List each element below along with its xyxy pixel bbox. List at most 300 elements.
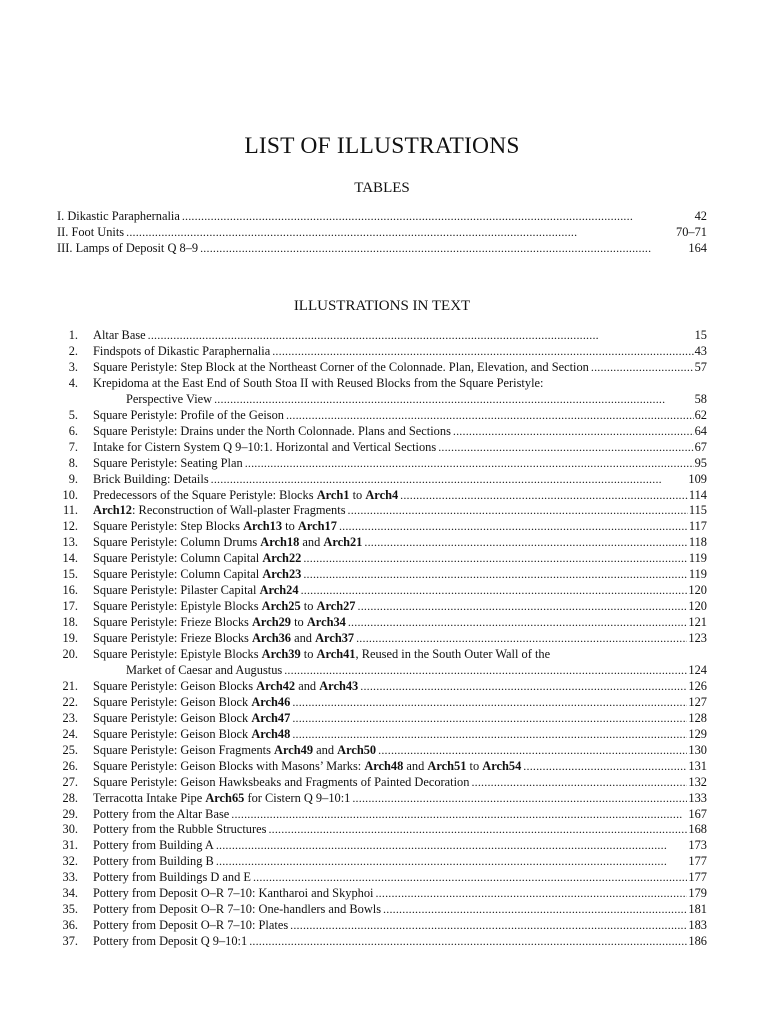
caption-text: and	[299, 535, 324, 549]
table-entry-label: II. Foot Units	[57, 225, 125, 239]
illustration-number: 17.	[62, 599, 78, 613]
dot-leader	[356, 630, 687, 646]
dot-leader	[438, 439, 693, 455]
illustration-number: 30.	[62, 822, 78, 836]
illustration-entry	[0, 550, 764, 566]
catalogue-number: Arch18	[260, 535, 300, 549]
illustration-entry-line	[93, 518, 707, 534]
dot-leader	[364, 534, 687, 550]
illustration-entry	[0, 806, 764, 822]
dot-leader	[200, 240, 687, 256]
illustration-number: 35.	[62, 902, 78, 916]
dot-leader	[216, 853, 688, 869]
caption-text: Square Peristyle: Geison Block	[93, 695, 252, 709]
dot-leader	[303, 566, 688, 582]
table-entry-line	[57, 208, 707, 224]
illustration-number: 8.	[68, 456, 78, 470]
illustration-page: 128	[688, 711, 707, 725]
illustration-entry-line	[93, 821, 707, 837]
catalogue-number: Arch47	[251, 711, 291, 725]
illustration-page: 173	[688, 838, 707, 852]
illustration-caption	[93, 646, 552, 662]
illustration-entry-line	[93, 630, 707, 646]
illustration-number: 11.	[62, 503, 78, 517]
caption-text: for Cistern Q 9–10:1	[244, 791, 351, 805]
illustration-page: 58	[694, 392, 707, 406]
illustration-caption	[93, 710, 292, 726]
dot-leader	[268, 821, 687, 837]
illustration-entry	[0, 471, 764, 487]
dot-leader	[216, 837, 688, 853]
caption-text: Pottery from Deposit Q 9–10:1	[93, 934, 248, 948]
page-title: LIST OF ILLUSTRATIONS	[244, 133, 520, 159]
caption-text: Pottery from Deposit O–R 7–10: Plates	[93, 918, 289, 932]
illustration-page: 123	[688, 631, 707, 645]
catalogue-number: Arch39	[261, 647, 301, 661]
illustration-page: 15	[694, 328, 707, 342]
illustration-caption	[126, 391, 214, 407]
illustration-entry-line	[93, 710, 707, 726]
catalogue-number: Arch12	[93, 503, 133, 517]
caption-text: and	[291, 631, 316, 645]
catalogue-number: Arch41	[316, 647, 356, 661]
dot-leader	[591, 359, 694, 375]
illustration-entry-line	[93, 869, 707, 885]
catalogue-number: Arch65	[205, 791, 245, 805]
illustration-entry-line	[93, 694, 707, 710]
catalogue-number: Arch51	[427, 759, 467, 773]
illustration-caption	[93, 837, 216, 853]
illustration-entry-line	[93, 614, 707, 630]
illustration-page: 183	[688, 918, 707, 932]
illustration-entry-line	[93, 726, 707, 742]
illustration-number: 16.	[62, 583, 78, 597]
caption-text: Square Peristyle: Geison Fragments	[93, 743, 275, 757]
caption-text: Square Peristyle: Frieze Blocks	[93, 615, 252, 629]
caption-text: Pottery from the Altar Base	[93, 807, 230, 821]
illustration-caption	[93, 534, 364, 550]
table-entry	[0, 240, 764, 256]
dot-leader	[303, 550, 688, 566]
dot-leader	[400, 487, 688, 503]
illustration-page: 115	[688, 503, 707, 517]
illustration-entry-line	[93, 837, 707, 853]
illustration-page: 127	[688, 695, 707, 709]
dot-leader	[249, 933, 687, 949]
dot-leader	[214, 391, 694, 407]
illustration-caption	[93, 821, 268, 837]
caption-text: Intake for Cistern System Q 9–10:1. Horizontal and Vertical Sections	[93, 440, 437, 454]
illustration-number: 12.	[62, 519, 78, 533]
illustration-entry-line	[93, 806, 707, 822]
illustration-entry	[0, 566, 764, 582]
catalogue-number: Arch25	[261, 599, 301, 613]
caption-text: and	[313, 743, 338, 757]
catalogue-number: Arch24	[259, 583, 299, 597]
illustration-entry-line	[126, 391, 707, 407]
caption-text: Pottery from Deposit O–R 7–10: One-handlers and Bowls	[93, 902, 382, 916]
illustration-entry-line	[93, 646, 707, 662]
illustration-entry-line	[93, 550, 707, 566]
dot-leader	[286, 407, 694, 423]
illustration-entry-line	[126, 662, 707, 678]
dot-leader	[383, 901, 687, 917]
illustration-number: 24.	[62, 727, 78, 741]
illustration-number: 5.	[68, 408, 78, 422]
illustration-entry	[0, 455, 764, 471]
caption-text: Square Peristyle: Epistyle Blocks	[93, 647, 262, 661]
dot-leader	[301, 582, 688, 598]
caption-text: Square Peristyle: Seating Plan	[93, 456, 243, 470]
illustration-page: 121	[688, 615, 707, 629]
table-entry-label: I. Dikastic Paraphernalia	[57, 209, 180, 223]
illustration-entry	[0, 582, 764, 598]
illustration-entry	[0, 407, 764, 423]
illustration-entry	[0, 837, 764, 853]
catalogue-number: Arch37	[315, 631, 355, 645]
illustration-caption	[93, 343, 272, 359]
caption-text: to	[466, 759, 483, 773]
caption-text: Square Peristyle: Geison Blocks	[93, 679, 257, 693]
illustration-entry	[0, 630, 764, 646]
illustration-number: 37.	[62, 934, 78, 948]
caption-text: Square Peristyle: Geison Block	[93, 711, 252, 725]
caption-text: Square Peristyle: Column Capital	[93, 551, 263, 565]
dot-leader	[292, 726, 687, 742]
caption-text: Square Peristyle: Column Drums	[93, 535, 261, 549]
illustration-number: 22.	[62, 695, 78, 709]
illustration-number: 3.	[68, 360, 78, 374]
illustration-page: 119	[688, 567, 707, 581]
catalogue-number: Arch23	[262, 567, 302, 581]
dot-leader	[523, 758, 687, 774]
illustration-page: 62	[694, 408, 707, 422]
illustrations-heading: ILLUSTRATIONS IN TEXT	[293, 298, 471, 314]
caption-text: Pottery from the Rubble Structures	[93, 822, 267, 836]
illustration-page: 129	[688, 727, 707, 741]
illustration-entry	[0, 614, 764, 630]
illustration-caption	[93, 869, 253, 885]
illustration-number: 9.	[68, 472, 78, 486]
illustration-entry-line	[93, 774, 707, 790]
illustration-caption	[93, 758, 523, 774]
table-entry	[0, 224, 764, 240]
illustration-entry-line	[93, 439, 707, 455]
illustration-caption	[93, 774, 471, 790]
dot-leader	[339, 518, 688, 534]
illustration-caption	[93, 423, 453, 439]
caption-text: Krepidoma at the East End of South Stoa II with Reused Blocks from the Square Peristyle:	[93, 376, 544, 390]
illustration-entry	[0, 598, 764, 614]
caption-text: Square Peristyle: Pilaster Capital	[93, 583, 260, 597]
illustration-page: 177	[688, 870, 707, 884]
dot-leader	[148, 327, 694, 343]
caption-text: Square Peristyle: Column Capital	[93, 567, 263, 581]
dot-leader	[245, 455, 694, 471]
catalogue-number: Arch22	[262, 551, 302, 565]
dot-leader	[284, 662, 687, 678]
illustration-caption	[93, 630, 356, 646]
illustration-entry	[0, 694, 764, 710]
illustration-page: 130	[688, 743, 707, 757]
catalogue-number: Arch49	[274, 743, 314, 757]
caption-text: : Reconstruction of Wall-plaster Fragments	[132, 503, 346, 517]
illustration-caption	[93, 885, 375, 901]
illustration-entry	[0, 710, 764, 726]
dot-leader	[348, 502, 688, 518]
illustration-entry	[0, 917, 764, 933]
illustration-entry	[0, 487, 764, 503]
illustration-number: 13.	[62, 535, 78, 549]
illustration-entry	[0, 375, 764, 391]
illustration-page: 132	[688, 775, 707, 789]
illustration-entry	[0, 678, 764, 694]
illustration-entry	[0, 901, 764, 917]
dot-leader	[352, 790, 687, 806]
illustration-entry	[0, 742, 764, 758]
caption-text: Pottery from Buildings D and E	[93, 870, 251, 884]
illustration-entry-line	[93, 566, 707, 582]
caption-text: Square Peristyle: Drains under the North Colonnade. Plans and Sections	[93, 424, 451, 438]
table-entry-line	[57, 240, 707, 256]
caption-text: Square Peristyle: Step Block at the Northeast Corner of the Colonnade. Plan, Elevation, and Section	[93, 360, 589, 374]
illustration-caption	[93, 407, 286, 423]
illustration-entry	[0, 534, 764, 550]
illustration-number: 6.	[68, 424, 78, 438]
illustration-page: 167	[688, 807, 707, 821]
illustration-caption	[93, 518, 339, 534]
illustration-caption	[93, 471, 211, 487]
catalogue-number: Arch48	[364, 759, 404, 773]
illustration-entry-line	[93, 343, 707, 359]
catalogue-number: Arch29	[251, 615, 291, 629]
illustration-entry	[0, 359, 764, 375]
caption-text: Pottery from Building A	[93, 838, 214, 852]
dot-leader	[182, 208, 694, 224]
caption-text: Pottery from Building B	[93, 854, 214, 868]
illustration-entry	[0, 343, 764, 359]
illustration-caption	[126, 662, 284, 678]
illustration-caption	[93, 742, 378, 758]
illustration-entry-line	[93, 471, 707, 487]
illustration-number: 33.	[62, 870, 78, 884]
catalogue-number: Arch54	[482, 759, 522, 773]
illustration-number: 19.	[62, 631, 78, 645]
illustration-page: 114	[688, 488, 707, 502]
illustration-number: 23.	[62, 711, 78, 725]
catalogue-number: Arch48	[251, 727, 291, 741]
illustration-number: 15.	[62, 567, 78, 581]
illustration-number: 10.	[62, 488, 78, 502]
illustration-page: 67	[694, 440, 707, 454]
illustration-entry	[0, 518, 764, 534]
illustration-entry-line	[93, 534, 707, 550]
table-entry-page: 164	[688, 241, 707, 255]
illustration-number: 32.	[62, 854, 78, 868]
illustration-number: 4.	[68, 376, 78, 390]
illustration-entry-line	[93, 758, 707, 774]
illustration-caption	[93, 853, 216, 869]
illustration-entry	[0, 439, 764, 455]
illustration-page: 119	[688, 551, 707, 565]
illustration-page: 120	[688, 583, 707, 597]
catalogue-number: Arch42	[256, 679, 296, 693]
dot-leader	[292, 694, 687, 710]
illustration-entry	[0, 869, 764, 885]
catalogue-number: Arch46	[251, 695, 291, 709]
illustration-page: 177	[688, 854, 707, 868]
illustration-caption	[93, 806, 231, 822]
illustration-caption	[93, 614, 348, 630]
illustration-entry-line	[93, 423, 707, 439]
illustration-caption	[93, 678, 360, 694]
illustration-number: 21.	[62, 679, 78, 693]
caption-text: to	[300, 599, 317, 613]
caption-text: and	[403, 759, 428, 773]
catalogue-number: Arch21	[323, 535, 363, 549]
caption-text: to	[349, 488, 366, 502]
illustration-entry	[0, 933, 764, 949]
dot-leader	[471, 774, 687, 790]
caption-text: Findspots of Dikastic Paraphernalia	[93, 344, 271, 358]
illustration-page: 181	[688, 902, 707, 916]
caption-text: Square Peristyle: Geison Hawksbeaks and Fragments of Painted Decoration	[93, 775, 470, 789]
illustration-caption	[93, 327, 148, 343]
illustration-entry	[0, 790, 764, 806]
illustration-entry	[0, 758, 764, 774]
dot-leader	[272, 343, 693, 359]
illustration-caption	[93, 455, 245, 471]
catalogue-number: Arch4	[365, 488, 399, 502]
catalogue-number: Arch17	[297, 519, 337, 533]
illustration-caption	[93, 359, 591, 375]
illustration-number: 31.	[62, 838, 78, 852]
illustration-caption	[93, 550, 303, 566]
caption-text: Square Peristyle: Epistyle Blocks	[93, 599, 262, 613]
dot-leader	[126, 224, 675, 240]
dot-leader	[292, 710, 687, 726]
illustration-caption	[93, 566, 303, 582]
catalogue-number: Arch36	[251, 631, 291, 645]
illustration-number: 29.	[62, 807, 78, 821]
illustration-number: 7.	[68, 440, 78, 454]
caption-text: , Reused in the South Outer Wall of the	[355, 647, 551, 661]
illustration-entry-line	[93, 487, 707, 503]
illustration-page: 57	[694, 360, 707, 374]
illustration-number: 2.	[68, 344, 78, 358]
dot-leader	[375, 885, 687, 901]
illustration-page: 168	[688, 822, 707, 836]
illustration-page: 124	[688, 663, 707, 677]
illustration-caption	[93, 598, 358, 614]
caption-text: Perspective View	[126, 392, 213, 406]
illustration-entry-line	[93, 678, 707, 694]
illustration-number: 26.	[62, 759, 78, 773]
illustration-entry-line	[93, 598, 707, 614]
illustration-page: 131	[688, 759, 707, 773]
illustration-entry-line	[93, 502, 707, 518]
table-entry	[0, 208, 764, 224]
illustration-number: 34.	[62, 886, 78, 900]
dot-leader	[211, 471, 688, 487]
catalogue-number: Arch50	[337, 743, 377, 757]
catalogue-number: Arch27	[316, 599, 356, 613]
illustration-caption	[93, 487, 400, 503]
illustration-caption	[93, 502, 348, 518]
illustration-number: 1.	[68, 328, 78, 342]
illustration-number: 14.	[62, 551, 78, 565]
illustration-page: 117	[688, 519, 707, 533]
illustration-entry	[0, 391, 764, 407]
illustration-entry	[0, 726, 764, 742]
illustration-entry	[0, 885, 764, 901]
illustration-entry-line	[93, 359, 707, 375]
illustration-page: 95	[694, 456, 707, 470]
illustration-page: 133	[688, 791, 707, 805]
caption-text: Square Peristyle: Frieze Blocks	[93, 631, 252, 645]
illustration-entry-line	[93, 327, 707, 343]
dot-leader	[358, 598, 688, 614]
illustration-entry	[0, 327, 764, 343]
illustration-number: 20.	[62, 647, 78, 661]
illustration-entry-line	[93, 375, 707, 391]
illustration-page: 64	[694, 424, 707, 438]
illustration-entry-line	[93, 582, 707, 598]
caption-text: Brick Building: Details	[93, 472, 209, 486]
dot-leader	[378, 742, 687, 758]
caption-text: Square Peristyle: Geison Block	[93, 727, 252, 741]
illustration-page: 43	[694, 344, 707, 358]
illustration-number: 28.	[62, 791, 78, 805]
caption-text: Pottery from Deposit O–R 7–10: Kantharoi and Skyphoi	[93, 886, 374, 900]
illustration-caption	[93, 901, 383, 917]
illustration-entry-line	[93, 742, 707, 758]
illustration-page: 126	[688, 679, 707, 693]
illustration-entry-line	[93, 790, 707, 806]
table-entry-label: III. Lamps of Deposit Q 8–9	[57, 241, 199, 255]
illustration-entry	[0, 646, 764, 662]
catalogue-number: Arch13	[243, 519, 283, 533]
dot-leader	[290, 917, 687, 933]
catalogue-number: Arch34	[306, 615, 346, 629]
illustration-number: 36.	[62, 918, 78, 932]
illustration-caption	[93, 582, 301, 598]
illustration-entry-line	[93, 853, 707, 869]
illustration-page: 120	[688, 599, 707, 613]
caption-text: Square Peristyle: Geison Blocks with Masons’ Marks:	[93, 759, 365, 773]
caption-text: Terracotta Intake Pipe	[93, 791, 206, 805]
dot-leader	[360, 678, 687, 694]
illustration-entry-line	[93, 933, 707, 949]
tables-heading: TABLES	[354, 180, 410, 196]
illustration-caption	[93, 375, 545, 391]
illustration-number: 18.	[62, 615, 78, 629]
catalogue-number: Arch43	[319, 679, 359, 693]
illustration-page: 179	[688, 886, 707, 900]
caption-text: Square Peristyle: Profile of the Geison	[93, 408, 284, 422]
illustration-page: 186	[688, 934, 707, 948]
caption-text: to	[291, 615, 307, 629]
caption-text: Square Peristyle: Step Blocks	[93, 519, 244, 533]
illustration-entry-line	[93, 901, 707, 917]
illustration-entry-line	[93, 407, 707, 423]
illustration-entry-line	[93, 455, 707, 471]
table-entry-page: 42	[694, 209, 707, 223]
illustration-page: 109	[688, 472, 707, 486]
caption-text: Altar Base	[93, 328, 146, 342]
dot-leader	[348, 614, 688, 630]
table-entry-line	[57, 224, 707, 240]
